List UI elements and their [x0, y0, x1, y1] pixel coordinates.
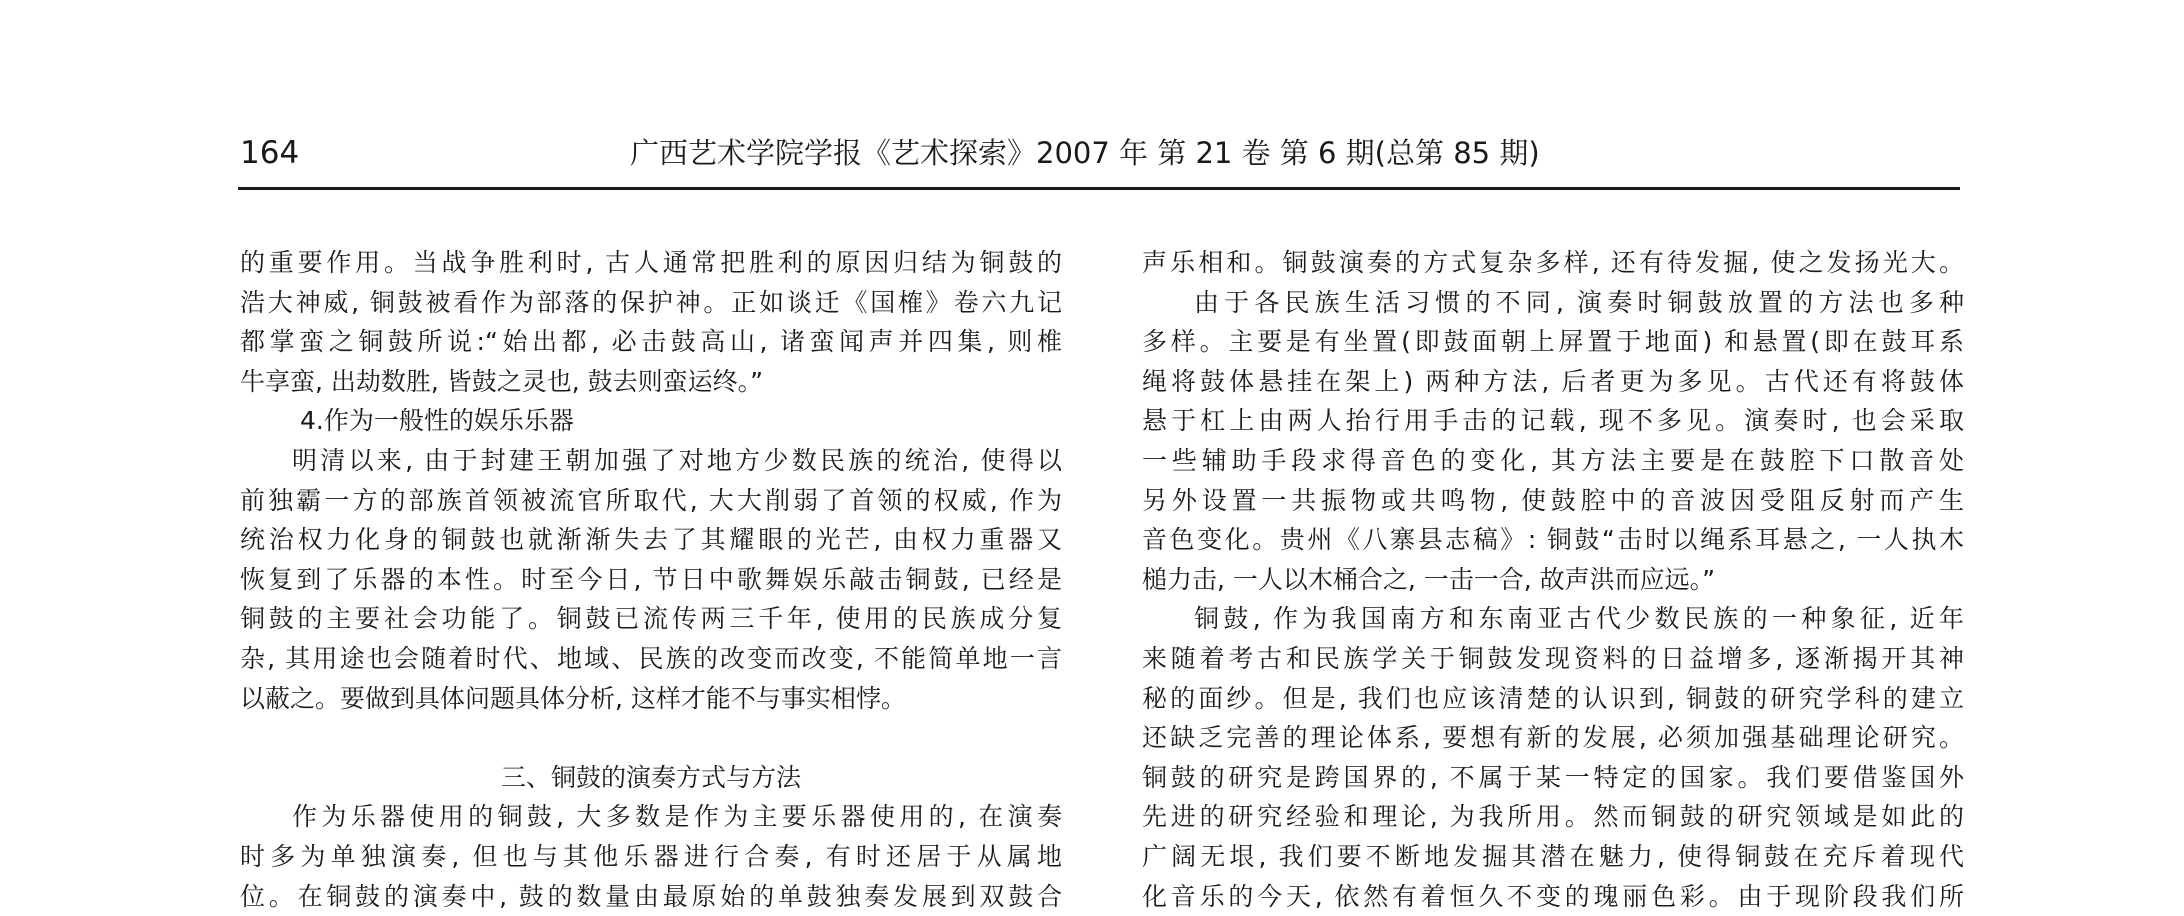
running-head: 广西艺术学院学报《艺术探索》2007 年 第 21 卷 第 6 期(总第 85 期) [630, 133, 1540, 173]
text-line: 明清以来, 由于封建王朝加强了对地方少数民族的统治, 使得以 [240, 441, 1062, 481]
text-line: 铜鼓的主要社会功能了。铜鼓已流传两三千年, 使用的民族成分复 [240, 599, 1062, 639]
text-line: 来随着考古和民族学关于铜鼓发现资料的日益增多, 逐渐揭开其神 [1142, 639, 1964, 679]
left-column [240, 243, 1062, 916]
text-line: 绳将鼓体悬挂在架上) 两种方法, 后者更为多见。古代还有将鼓体 [1142, 362, 1964, 402]
text-line: 多样。主要是有坐置(即鼓面朝上屏置于地面) 和悬置(即在鼓耳系 [1142, 322, 1964, 362]
text-line: 广阔无垠, 我们要不断地发掘其潜在魅力, 使得铜鼓在充斥着现代 [1142, 837, 1964, 877]
page-number: 164 [240, 133, 299, 173]
text-line: 悬于杠上由两人抬行用手击的记载, 现不多见。演奏时, 也会采取 [1142, 401, 1964, 441]
header-rule [238, 187, 1960, 190]
text-line: 槌力击, 一人以木桶合之, 一击一合, 故声洪而应远。” [1142, 560, 1964, 600]
text-line: 杂, 其用途也会随着时代、地域、民族的改变而改变, 不能简单地一言 [240, 639, 1062, 679]
text-line: 统治权力化身的铜鼓也就渐渐失去了其耀眼的光芒, 由权力重器又 [240, 520, 1062, 560]
text-line: 秘的面纱。但是, 我们也应该清楚的认识到, 铜鼓的研究学科的建立 [1142, 679, 1964, 719]
text-line: 位。在铜鼓的演奏中, 鼓的数量由最原始的单鼓独奏发展到双鼓合 [240, 877, 1062, 916]
text-line: 的重要作用。当战争胜利时, 古人通常把胜利的原因归结为铜鼓的 [240, 243, 1062, 283]
text-line: 作为乐器使用的铜鼓, 大多数是作为主要乐器使用的, 在演奏 [240, 797, 1062, 837]
text-line: 时多为单独演奏, 但也与其他乐器进行合奏, 有时还居于从属地 [240, 837, 1062, 877]
text-line: 另外设置一共振物或共鸣物, 使鼓腔中的音波因受阻反射而产生 [1142, 481, 1964, 521]
text-line: 声乐相和。铜鼓演奏的方式复杂多样, 还有待发掘, 使之发扬光大。 [1142, 243, 1964, 283]
text-line: 都掌蛮之铜鼓所说:“始出都, 必击鼓高山, 诸蛮闻声并四集, 则椎 [240, 322, 1062, 362]
text-line: 牛享蛮, 出劫数胜, 皆鼓之灵也, 鼓去则蛮运终。” [240, 362, 1062, 402]
right-column [1142, 243, 1964, 916]
text-line: 还缺乏完善的理论体系, 要想有新的发展, 必须加强基础理论研究。 [1142, 718, 1964, 758]
text-line: 由于各民族生活习惯的不同, 演奏时铜鼓放置的方法也多种 [1142, 283, 1964, 323]
text-line [240, 718, 1062, 758]
text-line: 以蔽之。要做到具体问题具体分析, 这样才能不与事实相悖。 [240, 679, 1062, 719]
text-line: 三、铜鼓的演奏方式与方法 [240, 758, 1062, 798]
text-line: 音色变化。贵州《八寨县志稿》: 铜鼓“击时以绳系耳悬之, 一人执木 [1142, 520, 1964, 560]
text-line: 先进的研究经验和理论, 为我所用。然而铜鼓的研究领域是如此的 [1142, 797, 1964, 837]
text-line: 4.作为一般性的娱乐乐器 [240, 401, 1062, 441]
text-line: 恢复到了乐器的本性。时至今日, 节日中歌舞娱乐敲击铜鼓, 已经是 [240, 560, 1062, 600]
text-line: 化音乐的今天, 依然有着恒久不变的瑰丽色彩。由于现阶段我们所 [1142, 877, 1964, 916]
text-line: 前独霸一方的部族首领被流官所取代, 大大削弱了首领的权威, 作为 [240, 481, 1062, 521]
text-line: 浩大神威, 铜鼓被看作为部落的保护神。正如谈迁《国榷》卷六九记 [240, 283, 1062, 323]
text-line: 一些辅助手段求得音色的变化, 其方法主要是在鼓腔下口散音处 [1142, 441, 1964, 481]
text-line: 铜鼓, 作为我国南方和东南亚古代少数民族的一种象征, 近年 [1142, 599, 1964, 639]
text-line: 铜鼓的研究是跨国界的, 不属于某一特定的国家。我们要借鉴国外 [1142, 758, 1964, 798]
